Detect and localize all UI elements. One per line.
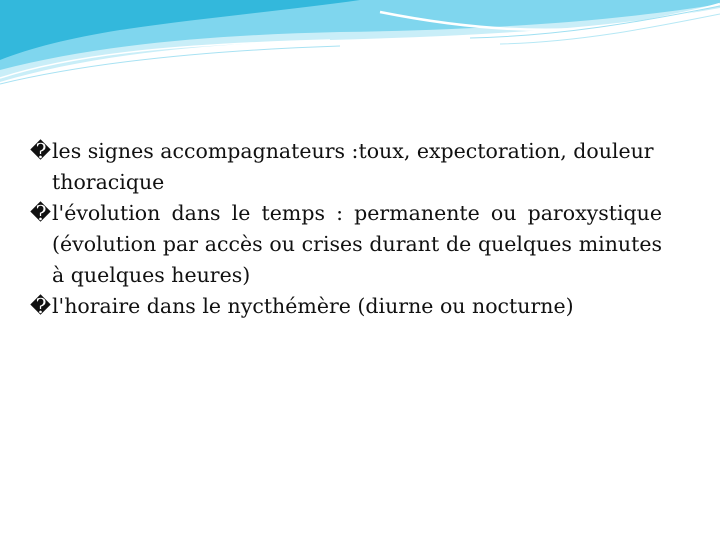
header-wave-decoration (0, 0, 720, 90)
bullet-text: l'évolution dans le temps : permanente ou paroxystique (évolution par accès ou crises durant de quelques minutes à quelques heures) (52, 201, 662, 287)
bullet-icon: � (30, 139, 52, 163)
bullet-icon: � (30, 201, 52, 225)
bullet-item-accompanying-signs (30, 136, 662, 198)
bullet-item-schedule (30, 291, 662, 322)
bullet-list (30, 136, 662, 322)
bullet-item-evolution (30, 198, 662, 291)
bullet-icon: � (30, 294, 52, 318)
bullet-text: les signes accompagnateurs :toux, expectoration, douleur thoracique (52, 139, 654, 194)
bullet-text: l'horaire dans le nycthémère (diurne ou nocturne) (52, 294, 574, 318)
